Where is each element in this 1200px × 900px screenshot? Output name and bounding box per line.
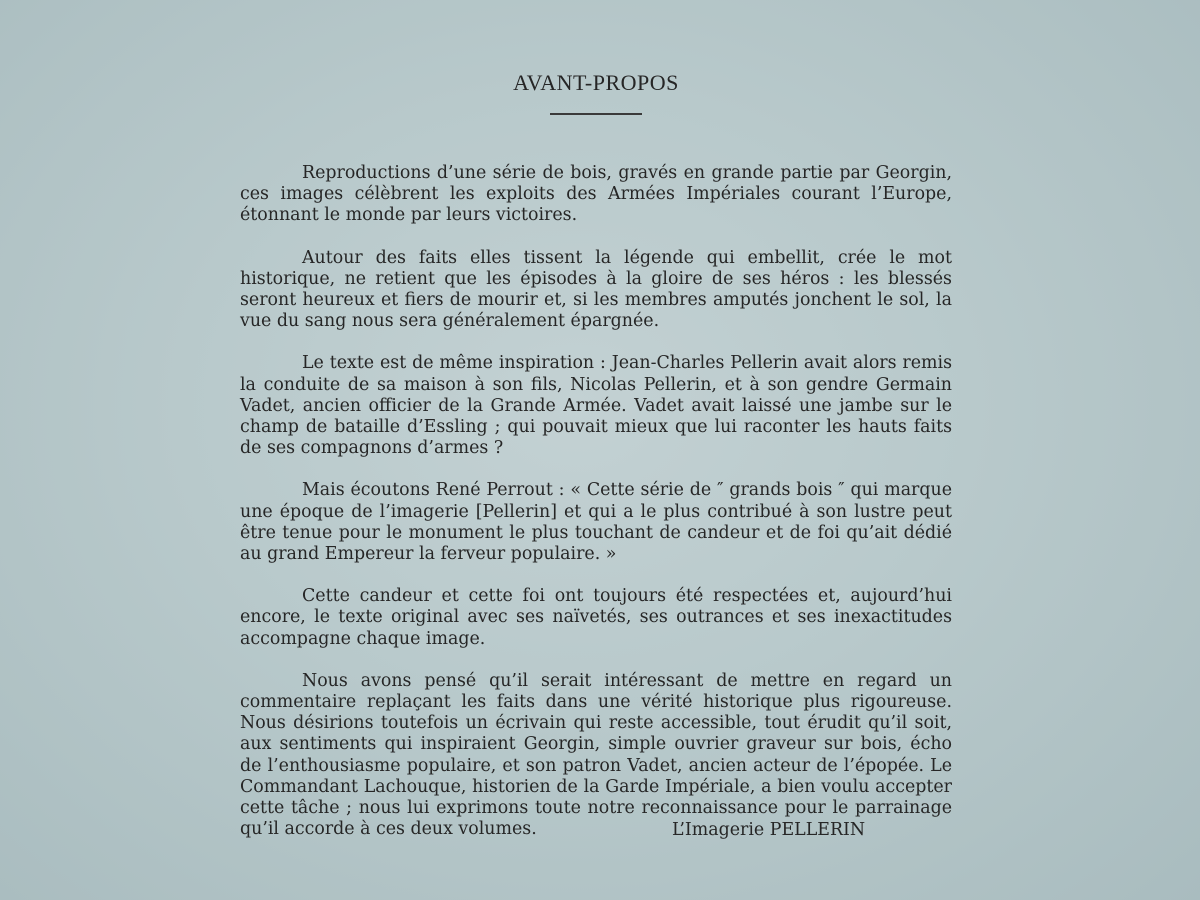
paragraph-6: Nous avons pensé qu’il serait intéressant de mettre en regard un commentaire replaçant les faits dans une vérité historique plus rigoureuse. Nous désirions toutefois un écrivain qui reste accessible, tout érudit qu’il soit, aux sentiments qui inspiraient Georgin, simple ouvrier graveur sur bois, écho de l’enthousiasme populaire, et son patron Vadet, ancien acteur de l’épopée. Le Commandant Lachouque, historien de la Garde Impériale, a bien voulu accepter cette tâche ; nous lui exprimons toute notre reconnaissance pour le parrainage qu’il accorde à ces deux volumes. [240, 670, 952, 840]
signature: L’Imagerie PELLERIN [672, 820, 866, 840]
paragraph-3: Le texte est de même inspiration : Jean-Charles Pellerin avait alors remis la conduite de sa maison à son fils, Nicolas Pellerin, et à son gendre Germain Vadet, ancien officier de la Grande Armée. Vadet avait laissé une jambe sur le champ de bataille d’Essling ; qui pouvait mieux que lui raconter les hauts faits de ses compagnons d’armes ? [240, 353, 952, 459]
title-underline [550, 113, 642, 115]
paragraph-1: Reproductions d’une série de bois, gravés en grande partie par Georgin, ces images célèbrent les exploits des Armées Impériales courant l’Europe, étonnant le monde par leurs victoires. [240, 163, 952, 226]
page-title: AVANT-PROPOS [513, 70, 679, 95]
paragraph-5: Cette candeur et cette foi ont toujours été respectées et, aujourd’hui encore, le texte original avec ses naïvetés, ses outrances et ses inexactitudes accompagne chaque image. [240, 586, 952, 649]
body-text [240, 163, 952, 861]
paragraph-4: Mais écoutons René Perrout : « Cette série de ″ grands bois ″ qui marque une époque de l’imagerie [Pellerin] et qui a le plus contribué à son lustre peut être tenue pour le monument le plus touchant de candeur et de foi qu’ait dédié au grand Empereur la ferveur populaire. » [240, 480, 952, 565]
paragraph-2: Autour des faits elles tissent la légende qui embellit, crée le mot historique, ne retient que les épisodes à la gloire de ses héros : les blessés seront heureux et fiers de mourir et, si les membres amputés jonchent le sol, la vue du sang nous sera généralement épargnée. [240, 247, 952, 332]
